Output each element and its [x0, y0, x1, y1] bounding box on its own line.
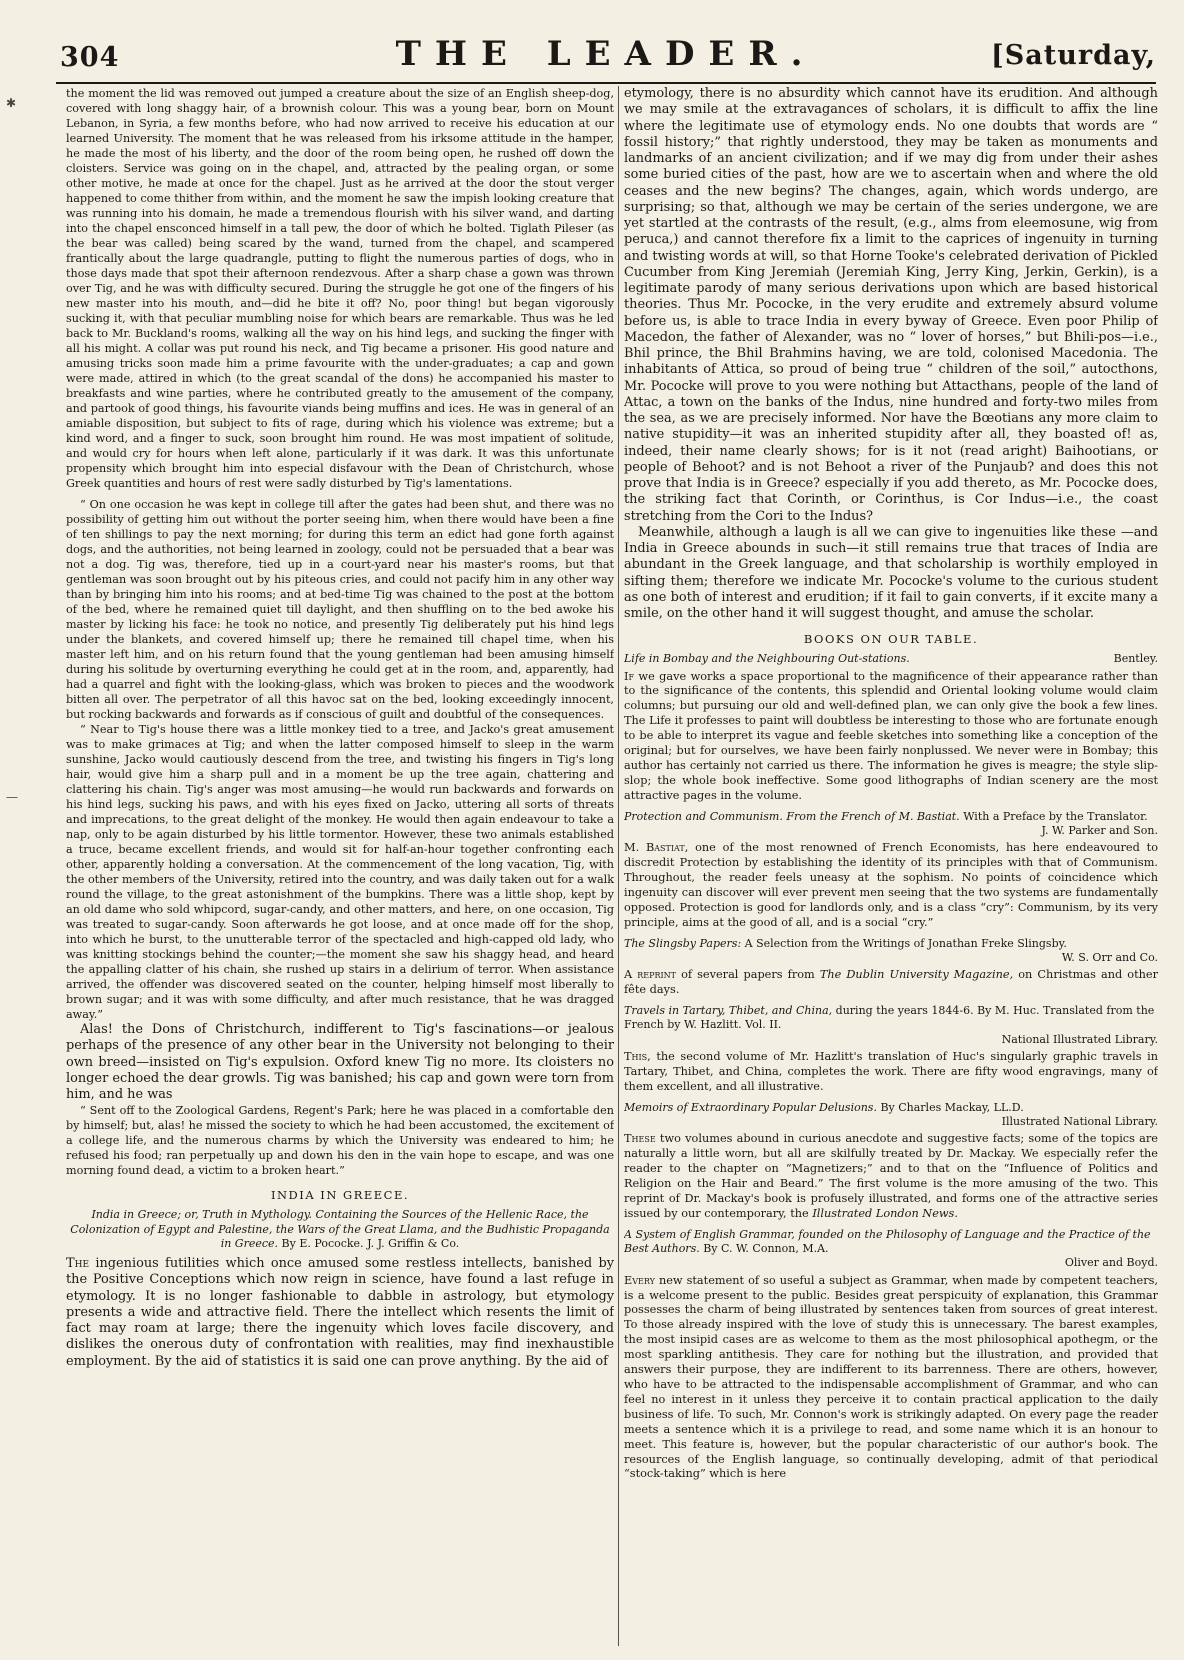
book-title-extra: during the years 1844-6. By M. Huc. Translated from the French by W. Hazlitt. Vol. II.: [624, 1004, 1155, 1032]
margin-mark: ✱: [6, 96, 17, 110]
book-title: Protection and Communism. From the French of M. Bastiat.: [624, 809, 960, 823]
india-review-paragraph: etymology, there is no absurdity which cannot have its erudition. And although we may smile at the extravagances of scholars, it is difficult to affix the line where the legitimate use of etymology ends. No one doubts that words are “ fossil history;” that rightly understood, they may be taken as monuments and landmarks of an ancient civilization; and if we may dig from under their ashes some buried cities of the past, how are we to ascertain when and where the old ceases and the new begins? The changes, again, which words undergo, are surprising; so that, although we may be certain of the series undergone, we are yet startled at the contrasts of the result, (e.g., alms from eleemosune, wig from peruca,) and cannot therefore fix a limit to the caprices of ingenuity in turning and twisting words at will, so that Horne Tooke's celebrated derivation of Pickled Cucumber from King Jeremiah (Jeremiah King, Jerry King, Jerkin, Gerkin), is a legitimate parody of many serious derivations upon which are based historical theories. Thus Mr. Pococke, in the very erudite and extremely absurd volume before us, is able to trace India in every byway of Greece. Even poor Philip of Macedon, the father of Alexander, was no “ lover of horses,” but Bhili-pos—i.e., Bhil prince, the Bhil Brahmins having, we are told, colonised Macedonia. The inhabitants of Attica, so proud of being true “ children of the soil,” autocthons, Mr. Pococke will prove to you were nothing but Attacthans, people of the land of Attac, a town on the banks of the Indus, nine hundred and forty-two miles from the sea, as we are precisely informed. Nor have the Bœotians any more claim to native stupidity—it was an inherited stupidity after all, they boasted of! as, indeed, their name clearly shows; for is it not (read aright) Baihootians, or people of Behoot? and is not Behoot a river of the Punjaub? and does this not prove that India is in Greece? especially if you add thereto, as Mr. Pococke does, the striking fact that Corinth, or Corinthus, is Cor Indus—i.e., the coast stretching from the Cori to the Indus?: [624, 86, 1158, 524]
book-review-text: of several papers from: [676, 968, 820, 982]
book-review: [624, 968, 1158, 998]
book-entry-title: [624, 937, 1158, 951]
india-in-greece-heading: INDIA IN GREECE.: [270, 1188, 410, 1203]
book-review-text: two volumes abound in curious anecdote and suggestive facts; some of the topics are naturally a little worn, but all are skilfully treated by Dr. Mackay. We especially refer the reader to the chapter on “Magnetizers;” and to that on the “Influence of Politics and Religion on the Hair and Beard.” The first volume is the more amusing of the two. This reprint of Dr. Mackay's book is profusely illustrated, and forms one of the attractive series issued by our contemporary, the: [624, 1132, 1158, 1220]
book-title: A System of English Grammar, founded on the Philosophy of Language and the Practice of the Best Authors.: [624, 1227, 1151, 1256]
page-number: 304: [60, 42, 120, 73]
india-author: By E. Pococke.: [281, 1236, 364, 1250]
book-author: By C. W. Connon, M.A.: [703, 1242, 829, 1256]
lead-word: These: [624, 1132, 656, 1146]
left-column: [66, 86, 614, 1646]
book-publisher: W. S. Orr and Co.: [1061, 951, 1158, 965]
bear-quote-paragraph: “ Sent off to the Zoological Gardens, Regent's Park; here he was placed in a comfortable den by himself; but, alas! he missed the society to which he had been accustomed, the excitement of a college life, and the numerous charms by which the University was endeared to him; he refused his food; ran perpetually up and down his den in the vain hope to escape, and was one morning found dead, a victim to a broken heart.”: [66, 1104, 614, 1178]
bear-quote-paragraph: the moment the lid was removed out jumped a creature about the size of an English sheep-dog, covered with long shaggy hair, of a brownish colour. This was a young bear, born on Mount Lebanon, in Syria, a few months before, who had now arrived to receive his education at our learned University. The moment that he was released from his irksome attitude in the hamper, he made the most of his liberty, and the door of the room being open, he rushed off down the cloisters. Service was going on in the chapel, and, attracted by the pealing organ, or some other motive, he made at once for the chapel. Just as he arrived at the door the stout verger happened to come thither from within, and the moment he saw the impish looking creature that was running into his domain, he made a tremendous flourish with his silver wand, and darting into the chapel ensconced himself in a tall pew, the door of which he bolted. Tiglath Pileser (as the bear was called) being scared by the wand, turned from the chapel, and scampered frantically about the large quadrangle, putting to flight the numerous parties of dogs, who in those days made that spot their afternoon rendezvous. After a sharp chase a gown was thrown over Tig, and he was with difficulty secured. During the struggle he got one of the fingers of his new master into his mouth, and—did he bite it off? No, poor thing! but began vigorously sucking it, with that peculiar mumbling noise for which bears are remarkable. Thus was he led back to Mr. Buckland's rooms, walking all the way on his hind legs, and sucking the finger with all his might. A collar was put round his neck, and Tig became a prisoner. His good nature and amusing tricks soon made him a prime favourite with the under-graduates; a cap and gown were made, attired in which (to the great scandal of the dons) he accompanied his master to breakfasts and wine parties, where he contributed greatly to the amusement of the company, and partook of good things, his favourite viands being muffins and ices. He was in general of an amiable disposition, but subject to fits of rage, during which his violence was extreme; but a kind word, and a finger to suck, soon brought him round. He was most impatient of solitude, and would cry for hours when left alone, particularly if it was dark. It was this unfortunate propensity which brought him into especial disfavour with the Dean of Christchurch, whose Greek quantities and hours of rest were sadly disturbed by Tig's lamentations.: [66, 87, 614, 490]
india-publisher: J. J. Griffin & Co.: [367, 1236, 460, 1250]
book-title: Memoirs of Extraordinary Popular Delusions.: [624, 1100, 877, 1114]
lead-word: If: [624, 669, 635, 683]
newspaper-title: Illustrated London News.: [812, 1206, 958, 1220]
book-title-extra: With a Preface by the Translator.: [963, 809, 1148, 823]
book-publisher: Bentley.: [1113, 652, 1158, 666]
book-publisher: Illustrated National Library.: [1001, 1115, 1158, 1129]
book-entry-title: [624, 1101, 1158, 1115]
book-review-text: we gave works a space proportional to the magnificence of their appearance rather than to the significance of the contents, this splendid and Oriental looking volume would claim columns; but pursuing our old and well-defined plan, we can only give the book a few lines. The Life it professes to paint will doubtless be interesting to those who are fortunate enough to be able to interpret its vague and feeble sketches into something like a conception of the original; but for ourselves, we have been fairly nonplussed. We never were in Bombay; this author has certainly not carried us there. The information he gives is meagre; the style slip-slop; the whole book ineffective. Some good lithographs of Indian scenery are the most attractive pages in the volume.: [624, 669, 1158, 802]
right-column: [624, 86, 1158, 1646]
book-publisher: National Illustrated Library.: [1001, 1032, 1158, 1046]
book-entry-title: [624, 652, 1158, 666]
india-review-paragraph: [66, 1256, 614, 1370]
india-review-text: ingenious futilities which once amused some restless intellects, banished by the Positive Conceptions which now reign in science, have found a last refuge in etymology. It is no longer fashionable to dabble in astrology, but etymology presents a wide and attractive field. There the intellect which resents the limit of fact may roam at large; there the ingenuity which loves facile discovery, and dislikes the onerous duty of confrontation with realities, may find inexhaustible employment. By the aid of statistics it is said one can prove anything. By the aid of: [66, 1256, 614, 1369]
margin-mark: —: [6, 790, 18, 804]
india-review-paragraph: Meanwhile, although a laugh is all we can give to ingenuities like these —and India in Greece abounds in such—it still remains true that traces of India are abundant in the Greek language, and that scholarship is worthily employed in sifting them; therefore we indicate Mr. Pococke's volume to the curious student as one both of interest and erudition; if it fail to gain converts, if it excite many a smile, on the other hand it will suggest thought, and amuse the scholar.: [624, 524, 1158, 621]
book-entry-title: [624, 1004, 1158, 1033]
column-divider: [618, 86, 619, 1646]
book-publisher: J. W. Parker and Son.: [1041, 824, 1158, 837]
book-review: [624, 1050, 1158, 1095]
books-on-our-table-heading: BOOKS ON OUR TABLE.: [803, 632, 979, 647]
india-book-title: [66, 1208, 614, 1251]
book-entry-title: [624, 1228, 1158, 1257]
book-review-text: on Christmas and other fête days.: [624, 968, 1158, 997]
book-title-extra: A Selection from the Writings of Jonathan Freke Slingsby.: [744, 936, 1067, 950]
header-rule: [56, 82, 1156, 84]
lead-word: The: [66, 1256, 90, 1272]
india-title-text: India in Greece; or, Truth in Mythology. Containing the Sources of the Hellenic Race, the Colonization of Egypt and Palestine, the Wars of the Great Llama, and the Budhistic Propaganda in Greece.: [70, 1208, 610, 1250]
bear-commentary-paragraph: Alas! the Dons of Christchurch, indifferent to Tig's fascinations—or jealous perhaps of the presence of any other bear in the University not belonging to their own breed—insisted on Tig's expulsion. Oxford knew Tig no more. Its cloisters no longer echoed the dear growls. Tig was banished; his cap and gown were torn from him, and he was: [66, 1022, 614, 1102]
page-header: [56, 28, 1156, 84]
bear-quote-paragraph: “ Near to Tig's house there was a little monkey tied to a tree, and Jacko's great amusement was to make grimaces at Tig; and when the latter composed himself to sleep in the warm sunshine, Jacko would cautiously descend from the tree, and twisting his fingers in Tig's long hair, would give him a sharp pull and in a moment be up the tree again, chattering and clattering his chain. Tig's anger was most amusing—he would run backwards and forwards on his hind legs, sucking his paws, and with his eyes fixed on Jacko, uttering all sorts of threats and imprecations, to the great delight of the monkey. He would then again endeavour to take a nap, only to be again disturbed by his little tormentor. However, these two animals established a truce, became excellent friends, and would sit for half-an-hour together confronting each other, apparently holding a conversation. At the commencement of the long vacation, Tig, with the other members of the University, retired into the country, and was daily taken out for a walk round the village, to the great astonishment of the bumpkins. There was a little shop, kept by an old dame who sold whipcord, sugar-candy, and other matters, and here, on one occasion, Tig was treated to sugar-candy. Soon afterwards he got loose, and at once made off for the shop, into which he burst, to the unutterable terror of the spectacled and high-capped old lady, who was knitting stockings behind the counter;—the moment she saw his shaggy head, and heard the appalling clatter of his chain, she rushed up stairs in a delirium of terror. When assistance arrived, the offender was discovered seated on the counter, helping himself most liberally to brown sugar; and it was with some difficulty, and after much resistance, that he was dragged away.”: [66, 723, 614, 1021]
lead-word: M. Bastiat,: [624, 841, 689, 855]
book-review: [624, 670, 1158, 804]
book-review-text: the second volume of Mr. Hazlitt's translation of Huc's singularly graphic travels in Tartary, Thibet, and China, completes the work. There are fifty wood engravings, many of them excellent, and all illustrative.: [624, 1050, 1158, 1093]
book-title: Travels in Tartary, Thibet, and China,: [624, 1004, 833, 1018]
book-entry-title: [624, 810, 1158, 824]
book-publisher: Oliver and Boyd.: [1064, 1256, 1158, 1270]
book-review-text: new statement of so useful a subject as Grammar, when made by competent teachers, is a welcome present to the public. Besides great perspicuity of explanation, this Grammar possesses the charm of being illustrated by sentences taken from sources of great interest. To those already inspired with the love of study this is unnecessary. The barest examples, the most insipid cases are as welcome to them as the most philosophical apothegm, or the most sparkling antithesis. They care for nothing but the illustration, and provided that answers their purpose, they are indifferent to its barrenness. There are others, however, who have to be attracted to the indispensable accomplishment of Grammar, and who can feel no interest in it unless they perceive it to contain practical application to the daily business of life. To such, Mr. Connon's work is strikingly adapted. On every page the reader meets a sentence which it is a privilege to read, and some name which it is an honour to meet. This feature is, however, but the popular characteristic of our author's book. The resources of the English language, so continually developing, admit of that periodical “stock-taking” which is here: [624, 1273, 1158, 1481]
lead-word: This,: [624, 1050, 651, 1064]
book-review: [624, 841, 1158, 930]
magazine-title: The Dublin University Magazine,: [819, 968, 1014, 982]
masthead-title: THE LEADER.: [395, 34, 817, 74]
issue-day: [Saturday,: [991, 40, 1156, 71]
book-title: The Slingsby Papers:: [624, 936, 742, 950]
book-title-extra: By Charles Mackay, LL.D.: [880, 1100, 1024, 1114]
lead-word: A reprint: [624, 968, 676, 982]
book-review: [624, 1132, 1158, 1221]
book-title: Life in Bombay and the Neighbouring Out-stations.: [624, 652, 910, 666]
lead-word: Every: [624, 1273, 655, 1287]
bear-quote-paragraph: “ On one occasion he was kept in college till after the gates had been shut, and there was no possibility of getting him out without the porter seeing him, when there would have been a fine of ten shillings to pay the next morning; for during this term an edict had gone forth against dogs, and the authorities, not being learned in zoology, could not be persuaded that a bear was not a dog. Tig was, therefore, tied up in a court-yard near his master's rooms, but that gentleman was soon brought out by his piteous cries, and could not pacify him in any other way than by bringing him into his rooms; and at bed-time Tig was chained to the post at the bottom of the bed, where he remained quiet till daylight, and then shuffling on to the bed awoke his master by licking his face: he took no notice, and presently Tig deliberately put his hind legs under the blankets, and covered himself up; there he remained till chapel time, when his master left him, and on his return found that the young gentleman had been amusing himself during his solitude by overturning everything he could get at in the room, and, apparently, had had a quarrel and fight with the looking-glass, which was broken to pieces and the woodwork bitten all over. The perpetrator of all this havoc sat on the bed, looking exceedingly innocent, but rocking backwards and forwards as if conscious of guilt and doubtful of the consequences.: [66, 498, 614, 721]
book-review: [624, 1274, 1158, 1483]
book-review-text: one of the most renowned of French Economists, has here endeavoured to discredit Protection by establishing the identity of its principles with that of Communism. Throughout, the reader feels uneasy at the sophism. No points of coincidence which ingenuity can discover will ever prevent men seeing that the two systems are fundamentally opposed. Protection is good for landlords only, and is a class “cry”: Communism, by its very principle, aims at the good of all, and is a social “cry.”: [624, 841, 1158, 929]
